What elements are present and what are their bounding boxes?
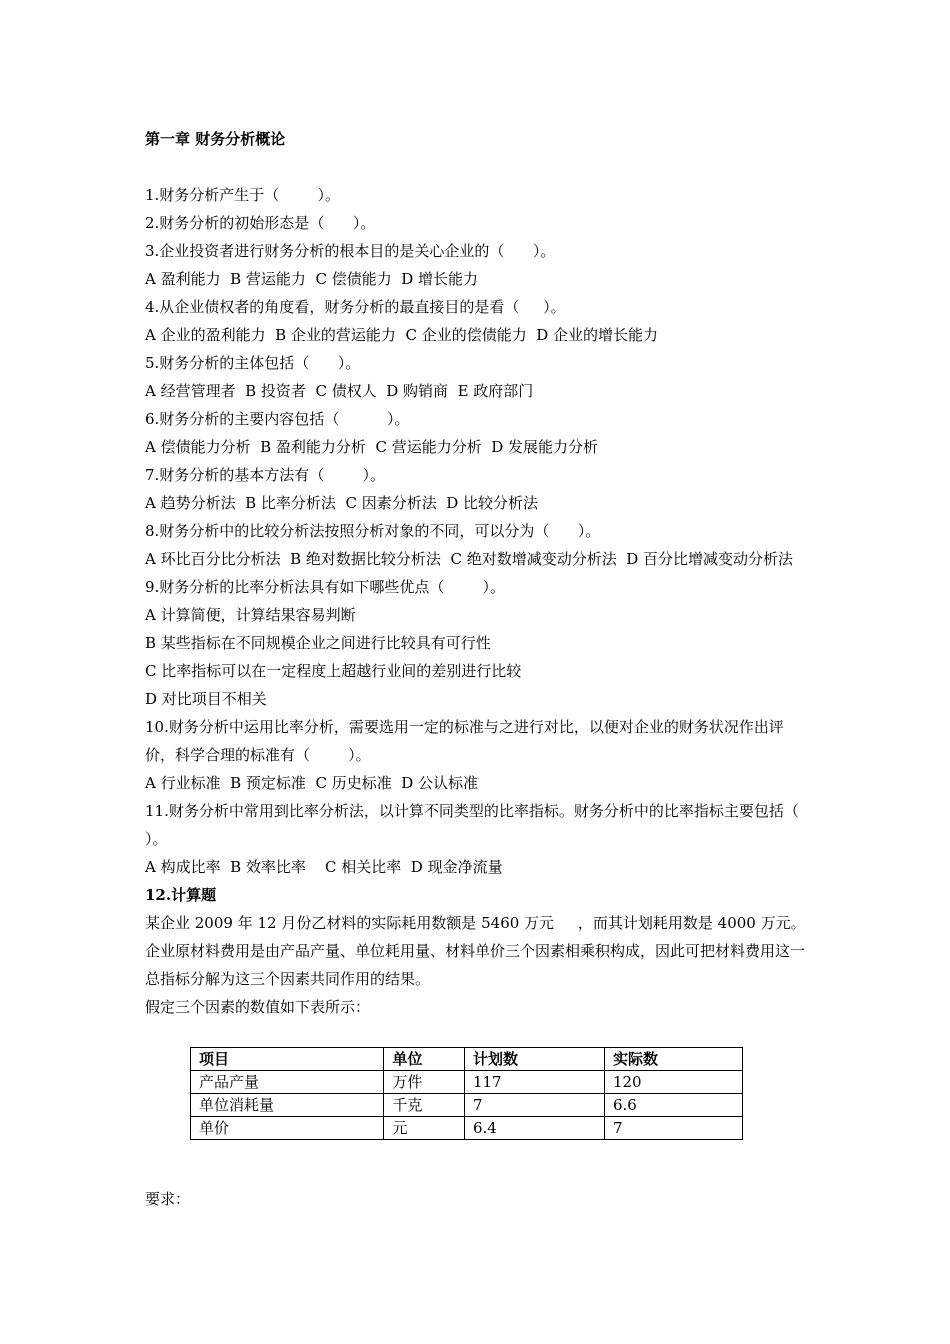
table-cell: 千克 [384, 1094, 465, 1117]
option-line: A 趋势分析法 B 比率分析法 C 因素分析法 D 比较分析法 [145, 494, 539, 512]
table-header-cell: 项目 [191, 1048, 384, 1071]
table-row [191, 1117, 743, 1140]
question-line: 7.财务分析的基本方法有（ ）。 [145, 466, 385, 484]
question-line: 9.财务分析的比率分析法具有如下哪些优点（ ）。 [145, 578, 505, 596]
table-cell: 7 [464, 1094, 604, 1117]
table-row [191, 1094, 743, 1117]
table-header-cell: 计划数 [464, 1048, 604, 1071]
chapter-title: 第一章 财务分析概论 [145, 130, 286, 148]
question-line: 2.财务分析的初始形态是（ ）。 [145, 214, 376, 232]
option-line: D 对比项目不相关 [145, 690, 267, 708]
question-line: 1.财务分析产生于（ ）。 [145, 186, 340, 204]
table-cell: 6.6 [604, 1094, 742, 1117]
table-header-cell: 单位 [384, 1048, 465, 1071]
table-cell: 6.4 [464, 1117, 604, 1140]
calc-heading: 12.计算题 [145, 886, 217, 904]
option-line: A 企业的盈利能力 B 企业的营运能力 C 企业的偿债能力 D 企业的增长能力 [145, 326, 659, 344]
table-cell: 元 [384, 1117, 465, 1140]
table-cell: 产品产量 [191, 1071, 384, 1094]
table-header-row [191, 1048, 743, 1071]
question-list [145, 181, 838, 1021]
option-line: A 构成比率 B 效率比率 C 相关比率 D 现金净流量 [145, 858, 503, 876]
requirement-label: 要求： [145, 1190, 191, 1208]
table-cell: 万件 [384, 1071, 465, 1094]
table-cell: 单价 [191, 1117, 384, 1140]
table-row [191, 1071, 743, 1094]
option-line: A 行业标准 B 预定标准 C 历史标准 D 公认标准 [145, 774, 479, 792]
table-cell: 7 [604, 1117, 742, 1140]
factor-table [190, 1047, 743, 1140]
option-line: C 比率指标可以在一定程度上超越行业间的差别进行比较 [145, 662, 522, 680]
table-intro: 假定三个因素的数值如下表所示： [145, 998, 371, 1016]
table-cell: 120 [604, 1071, 742, 1094]
table-header-cell: 实际数 [604, 1048, 742, 1071]
question-line: 4.从企业债权者的角度看，财务分析的最直接目的是看（ ）。 [145, 298, 566, 316]
question-line: 8.财务分析中的比较分析法按照分析对象的不同，可以分为（ ）。 [145, 522, 601, 540]
question-line: 6.财务分析的主要内容包括（ ）。 [145, 410, 410, 428]
question-line: 5.财务分析的主体包括（ ）。 [145, 354, 361, 372]
option-line: B 某些指标在不同规模企业之间进行比较具有可行性 [145, 634, 491, 652]
option-line: A 环比百分比分析法 B 绝对数据比较分析法 C 绝对数增减变动分析法 D 百分比增减变动分析法 [145, 550, 794, 568]
table-cell: 117 [464, 1071, 604, 1094]
option-line: A 偿债能力分析 B 盈利能力分析 C 营运能力分析 D 发展能力分析 [145, 438, 599, 456]
option-line: A 经营管理者 B 投资者 C 债权人 D 购销商 E 政府部门 [145, 382, 534, 400]
option-line: A 盈利能力 B 营运能力 C 偿债能力 D 增长能力 [145, 270, 479, 288]
option-line: A 计算简便，计算结果容易判断 [145, 606, 356, 624]
question-line: 10.财务分析中运用比率分析，需要选用一定的标准与之进行对比，以便对企业的财务状况作出评价，科学合理的标准有（ ）。 [145, 718, 784, 764]
question-line: 11.财务分析中常用到比率分析法，以计算不同类型的比率指标。财务分析中的比率指标主要包括（ ）。 [145, 802, 838, 848]
calc-text: 某企业 2009 年 12 月份乙材料的实际耗用数额是 5460 万元 ，而其计划耗用数是 4000 万元。企业原材料费用是由产品产量、单位耗用量、材料单价三个因素相乘积构成，因此可把材料费用这一总指标分解为这三个因素共同作用的结果。 [145, 914, 806, 988]
table-cell: 单位消耗量 [191, 1094, 384, 1117]
question-line: 3.企业投资者进行财务分析的根本目的是关心企业的（ ）。 [145, 242, 556, 260]
